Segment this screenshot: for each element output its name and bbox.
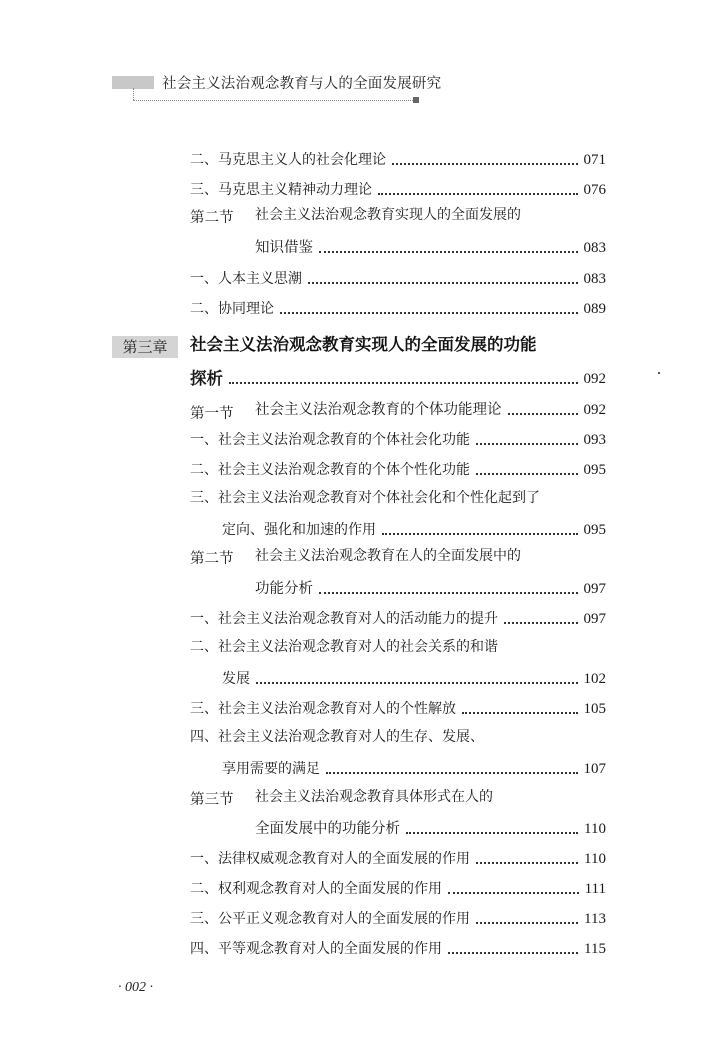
toc-entry-title: 四、平等观念教育对人的全面发展的作用 — [190, 941, 442, 957]
section-title-line2: 功能分析 — [255, 581, 313, 597]
toc-entry-page: 111 — [584, 881, 606, 897]
chapter-label: 第三章 — [112, 336, 178, 358]
section-label: 第二节 — [190, 551, 234, 567]
toc-entry[interactable] — [222, 754, 606, 778]
dot-leader — [476, 431, 578, 445]
toc-entry-title: 二、权利观念教育对人的全面发展的作用 — [190, 881, 442, 897]
chapter-title-line1[interactable]: 社会主义法治观念教育实现人的全面发展的功能 — [190, 335, 537, 354]
toc-entry-title-line1[interactable]: 三、社会主义法治观念教育对个体社会化和个性化起到了 — [190, 490, 540, 506]
toc-entry[interactable] — [190, 904, 606, 928]
toc-entry-title: 三、马克思主义精神动力理论 — [190, 182, 372, 198]
page-number: · 002 · — [118, 980, 153, 995]
toc-entry-title-line2: 定向、强化和加速的作用 — [222, 522, 376, 538]
section-title-line1[interactable]: 社会主义法治观念教育实现人的全面发展的 — [255, 207, 521, 223]
dot-leader — [280, 300, 578, 314]
toc-chapter[interactable] — [190, 364, 606, 388]
toc-entry[interactable] — [190, 175, 606, 199]
toc-section[interactable] — [255, 395, 606, 419]
toc-entry-title: 一、法律权威观念教育对人的全面发展的作用 — [190, 851, 470, 867]
toc-entry-page: 092 — [583, 371, 606, 387]
dot-leader — [319, 580, 578, 594]
toc-entry-page: 102 — [583, 671, 606, 687]
dot-leader — [378, 181, 578, 195]
dot-leader — [448, 880, 579, 894]
toc-entry-page: 105 — [583, 701, 606, 717]
toc-entry[interactable] — [190, 425, 606, 449]
section-title-line1[interactable]: 社会主义法治观念教育具体形式在人的 — [255, 789, 493, 805]
section-label: 第二节 — [190, 210, 234, 226]
dot-leader — [448, 940, 578, 954]
toc-section[interactable] — [255, 814, 606, 838]
chapter-title-line2: 探析 — [190, 369, 223, 388]
dot-leader — [319, 239, 578, 253]
dot-leader — [476, 461, 578, 475]
section-title-line2: 知识借鉴 — [255, 240, 313, 256]
toc-entry-title: 三、公平正义观念教育对人的全面发展的作用 — [190, 911, 470, 927]
toc-entry-title: 一、社会主义法治观念教育的个体社会化功能 — [190, 432, 470, 448]
toc-entry[interactable] — [190, 264, 606, 288]
dot-leader — [392, 151, 578, 165]
toc-entry-title: 一、人本主义思潮 — [190, 271, 302, 287]
toc-entry-page: 097 — [583, 581, 606, 597]
toc-entry-page: 107 — [583, 761, 606, 777]
print-speck — [658, 372, 660, 374]
toc-entry-title: 三、社会主义法治观念教育对人的个性解放 — [190, 701, 456, 717]
toc-entry-page: 089 — [583, 301, 606, 317]
toc-entry-page: 092 — [583, 402, 606, 418]
dot-leader — [476, 850, 578, 864]
dot-leader — [229, 370, 578, 384]
toc-entry-page: 095 — [583, 462, 606, 478]
running-header-title: 社会主义法治观念教育与人的全面发展研究 — [162, 76, 442, 92]
toc-entry-page: 115 — [584, 941, 606, 957]
toc-entry[interactable] — [190, 844, 606, 868]
dot-leader — [504, 610, 578, 624]
toc-entry-title-line1[interactable]: 四、社会主义法治观念教育对人的生存、发展、 — [190, 729, 484, 745]
section-title-line2: 全面发展中的功能分析 — [255, 821, 400, 837]
dot-leader — [326, 760, 578, 774]
toc-entry-page: 093 — [583, 432, 606, 448]
toc-entry[interactable] — [190, 874, 606, 898]
toc-entry-title-line2: 享用需要的满足 — [222, 761, 320, 777]
toc-entry[interactable] — [190, 145, 606, 169]
section-label: 第三节 — [190, 792, 234, 808]
dot-leader — [476, 910, 578, 924]
toc-entry-page: 113 — [584, 911, 606, 927]
toc-entry-page: 071 — [583, 152, 606, 168]
toc-entry-title: 一、社会主义法治观念教育对人的活动能力的提升 — [190, 611, 498, 627]
toc-entry[interactable] — [222, 515, 606, 539]
section-title-line1[interactable]: 社会主义法治观念教育在人的全面发展中的 — [255, 548, 521, 564]
toc-entry-page: 083 — [583, 240, 606, 256]
toc-section[interactable] — [255, 233, 606, 257]
toc-entry-title: 二、马克思主义人的社会化理论 — [190, 152, 386, 168]
toc-entry-page: 083 — [583, 271, 606, 287]
toc-entry[interactable] — [190, 294, 606, 318]
toc-entry[interactable] — [190, 455, 606, 479]
toc-entry-page: 097 — [583, 611, 606, 627]
toc-entry[interactable] — [190, 694, 606, 718]
toc-entry-title: 二、社会主义法治观念教育的个体个性化功能 — [190, 462, 470, 478]
toc-entry-page: 110 — [584, 821, 606, 837]
toc-entry-page: 110 — [584, 851, 606, 867]
toc-entry[interactable] — [190, 604, 606, 628]
section-title: 社会主义法治观念教育的个体功能理论 — [255, 402, 502, 418]
toc-entry[interactable] — [190, 934, 606, 958]
section-label: 第一节 — [190, 406, 234, 422]
toc-entry-title: 二、协同理论 — [190, 301, 274, 317]
dot-leader — [256, 670, 578, 684]
dot-leader — [308, 270, 578, 284]
dot-leader — [406, 820, 578, 834]
toc-entry-page: 095 — [583, 522, 606, 538]
toc-section[interactable] — [255, 574, 606, 598]
dot-leader — [508, 401, 578, 415]
toc-entry-title-line1[interactable]: 二、社会主义法治观念教育对人的社会关系的和谐 — [190, 639, 498, 655]
toc-entry[interactable] — [222, 664, 606, 688]
dot-leader — [382, 521, 578, 535]
dot-leader — [462, 700, 578, 714]
toc-entry-page: 076 — [583, 182, 606, 198]
toc-entry-title-line2: 发展 — [222, 671, 250, 687]
